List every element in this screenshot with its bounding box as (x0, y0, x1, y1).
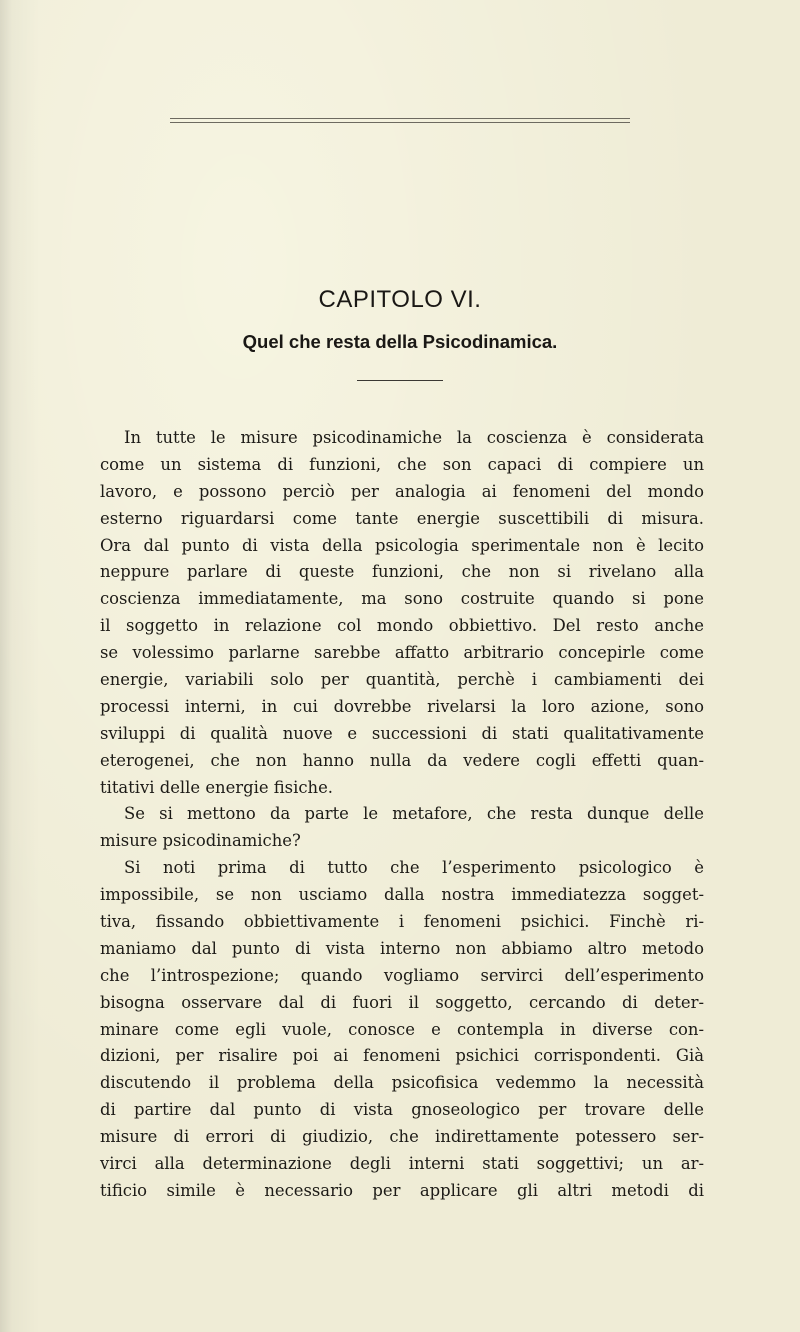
text-line: di partire dal punto di vista gnoseologico per trovare delle (100, 1100, 704, 1120)
text-line: misure di errori di giudizio, che indirettamente potessero ser- (100, 1127, 704, 1147)
text-line: titativi delle energie fisiche. (100, 777, 333, 797)
text-line: eterogenei, che non hanno nulla da vedere cogli effetti quan- (100, 750, 704, 770)
text-line: bisogna osservare dal di fuori il soggetto, cercando di deter- (100, 992, 704, 1012)
text-line: neppure parlare di queste funzioni, che non si rivelano alla (100, 562, 704, 582)
text-line: misure psicodinamiche? (100, 831, 301, 851)
text-line: coscienza immediatamente, ma sono costruite quando si pone (100, 589, 704, 609)
text-line: impossibile, se non usciamo dalla nostra immediatezza sogget- (100, 885, 704, 905)
text-line: sviluppi di qualità nuove e successioni di stati qualitativamente (100, 723, 704, 743)
text-line: tificio simile è necessario per applicare gli altri metodi di (100, 1180, 704, 1200)
text-line: se volessimo parlarne sarebbe affatto arbitrario concepirle come (100, 643, 704, 663)
chapter-title: Quel che resta della Psicodinamica. (242, 331, 558, 352)
text-line: lavoro, e possono perciò per analogia ai fenomeni del mondo (100, 481, 704, 501)
text-line: virci alla determinazione degli interni stati soggettivi; un ar- (100, 1154, 704, 1174)
text-line: che l’introspezione; quando vogliamo servirci dell’esperimento (100, 965, 704, 985)
text-line: minare come egli vuole, conosce e contempla in diverse con- (100, 1019, 704, 1039)
text-line: Se si mettono da parte le metafore, che resta dunque delle (124, 804, 704, 824)
top-rule (170, 118, 630, 123)
chapter-number: CAPITOLO VI. (318, 286, 482, 313)
text-line: tiva, fissando obbiettivamente i fenomeni psichici. Finchè ri- (100, 912, 704, 932)
text-line: dizioni, per risalire poi ai fenomeni psichici corrispondenti. Già (100, 1046, 704, 1066)
text-line: come un sistema di funzioni, che son capaci di compiere un (100, 454, 704, 474)
text-line: Ora dal punto di vista della psicologia sperimentale non è lecito (100, 535, 704, 555)
text-line: esterno riguardarsi come tante energie suscettibili di misura. (100, 508, 704, 528)
text-line: In tutte le misure psicodinamiche la coscienza è considerata (124, 428, 704, 447)
title-divider (357, 380, 443, 381)
body-text (100, 425, 704, 1205)
text-line: maniamo dal punto di vista interno non abbiamo altro metodo (100, 938, 704, 958)
text-line: energie, variabili solo per quantità, perchè i cambiamenti dei (100, 670, 704, 690)
text-line: Si noti prima di tutto che l’esperimento psicologico è (124, 858, 704, 878)
text-line: processi interni, in cui dovrebbe rivelarsi la loro azione, sono (100, 696, 704, 716)
text-line: il soggetto in relazione col mondo obbiettivo. Del resto anche (100, 616, 704, 636)
text-line: discutendo il problema della psicofisica vedemmo la necessità (100, 1073, 704, 1093)
